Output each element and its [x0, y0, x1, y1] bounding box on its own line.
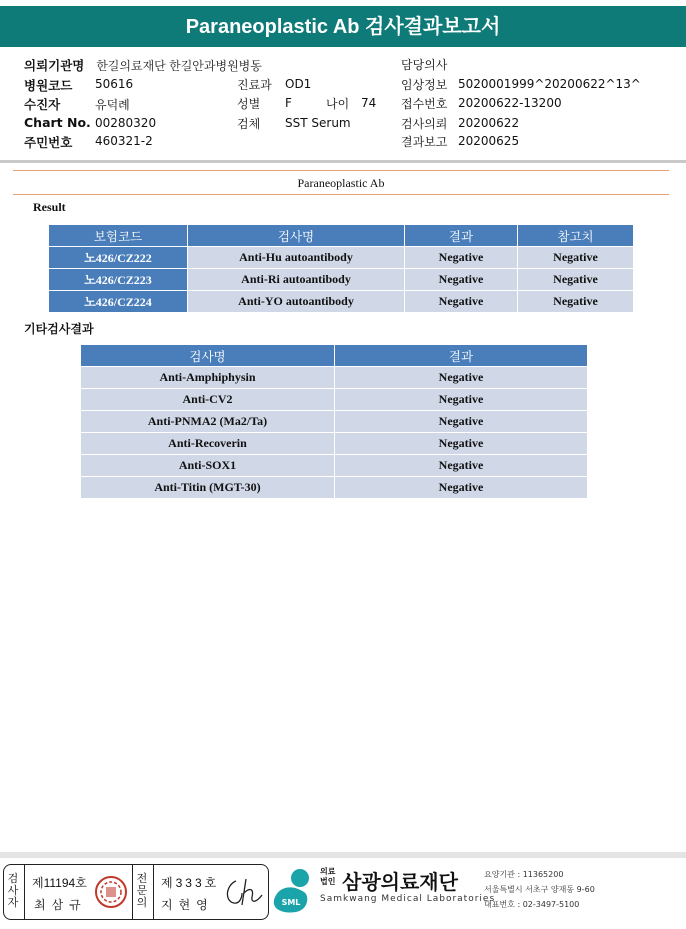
result-label: Result: [33, 200, 66, 214]
id-value: 460321-2: [95, 134, 153, 148]
signature-box: [3, 864, 269, 920]
section-top-rule: [13, 170, 669, 171]
test-name: Anti-Recoverin: [81, 433, 335, 455]
divider-line: [24, 865, 25, 919]
header-test-name: 검사명: [81, 345, 335, 367]
doctor-label: 담당의사: [401, 58, 448, 72]
other-table-header: [81, 345, 588, 367]
org-address: 서울특별시 서초구 양재동 9-60: [484, 885, 595, 894]
table-row: [49, 247, 634, 269]
test-result: Negative: [335, 411, 588, 433]
specimen-label: 검체: [237, 117, 261, 131]
other-results-table: [80, 344, 588, 499]
request-value: 20200622: [458, 116, 520, 130]
test-result: Negative: [335, 389, 588, 411]
org-name: 삼광의료재단: [342, 870, 458, 894]
info-id: [24, 133, 72, 151]
dept-label: 진료과: [237, 78, 272, 92]
info-chart: [24, 115, 91, 130]
table-row: [81, 455, 588, 477]
report-date-value: 20200625: [458, 134, 520, 148]
org-code: 요양기관 : 11365200: [484, 870, 564, 879]
table-row: [81, 433, 588, 455]
examiner-seal-icon: [94, 875, 128, 909]
test-result: Negative: [405, 269, 518, 291]
section-caption: Paraneoplastic Ab: [297, 176, 385, 190]
org-phone: 대표번호 : 02-3497-5100: [484, 900, 580, 909]
hospital-value: 한길의료재단 한길안과병원병동: [96, 59, 262, 73]
header-result: 결과: [335, 345, 588, 367]
report-title: Paraneoplastic Ab 검사결과보고서: [0, 6, 686, 47]
other-results-label: 기타검사결과: [24, 322, 94, 336]
table-row: [49, 291, 634, 313]
org-prefix: 의료법인: [320, 867, 336, 886]
divider-line: [153, 865, 154, 919]
test-name: Anti-CV2: [81, 389, 335, 411]
test-result: Negative: [335, 455, 588, 477]
table-row: [81, 477, 588, 499]
examiner-label: 검사자: [7, 872, 19, 909]
age-value: 74: [361, 96, 377, 110]
result-table-header: [49, 225, 634, 247]
specimen-value: SST Serum: [285, 116, 351, 130]
examiner-name: 최삼규: [34, 898, 87, 912]
chart-label: Chart No.: [24, 115, 91, 130]
test-name: Anti-SOX1: [81, 455, 335, 477]
info-collector: [24, 95, 60, 113]
examiner-license: 제11194호: [32, 876, 87, 890]
sex-value: F: [285, 96, 292, 110]
divider-line: [132, 865, 133, 919]
id-label: 주민번호: [24, 135, 73, 150]
dept-value: OD1: [285, 77, 312, 91]
header-reference: 참고치: [518, 225, 634, 247]
reference-value: Negative: [518, 247, 634, 269]
insurance-code: 노426/CZ224: [49, 291, 188, 313]
specialist-label: 전문의: [136, 872, 148, 909]
request-label: 검사의뢰: [401, 117, 448, 131]
hospital-label: 의뢰기관명: [24, 58, 85, 73]
chart-value: 00280320: [95, 116, 157, 130]
test-result: Negative: [335, 433, 588, 455]
info-hospital: [24, 56, 262, 74]
receipt-value: 20200622-13200: [458, 96, 562, 110]
code-value: 50616: [95, 77, 134, 91]
header-result: 결과: [405, 225, 518, 247]
sex-label: 성별: [237, 97, 261, 111]
header-divider: [0, 160, 686, 163]
clinical-label: 임상정보: [401, 78, 448, 92]
table-row: [81, 389, 588, 411]
section-bottom-rule: [13, 194, 669, 195]
receipt-label: 접수번호: [401, 97, 448, 111]
table-row: [81, 411, 588, 433]
collector-label: 수진자: [24, 97, 61, 112]
header-insurance-code: 보험코드: [49, 225, 188, 247]
org-english: Samkwang Medical Laboratories: [320, 894, 496, 904]
result-table: [48, 224, 634, 313]
reference-value: Negative: [518, 291, 634, 313]
footer-divider: [0, 852, 686, 858]
test-name: Anti-YO autoantibody: [188, 291, 405, 313]
table-row: [49, 269, 634, 291]
report-date-label: 결과보고: [401, 135, 448, 149]
test-name: Anti-Amphiphysin: [81, 367, 335, 389]
test-name: Anti-PNMA2 (Ma2/Ta): [81, 411, 335, 433]
test-result: Negative: [405, 291, 518, 313]
clinical-value: 5020001999^20200622^13^: [458, 77, 641, 91]
header-test-name: 검사명: [188, 225, 405, 247]
logo-mark: SML: [281, 898, 301, 907]
test-name: Anti-Titin (MGT-30): [81, 477, 335, 499]
reference-value: Negative: [518, 269, 634, 291]
test-name: Anti-Hu autoantibody: [188, 247, 405, 269]
table-row: [81, 367, 588, 389]
insurance-code: 노426/CZ222: [49, 247, 188, 269]
test-result: Negative: [405, 247, 518, 269]
specialist-name: 지현영: [161, 898, 214, 912]
test-result: Negative: [335, 367, 588, 389]
insurance-code: 노426/CZ223: [49, 269, 188, 291]
specialist-signature-icon: [222, 875, 266, 911]
sml-logo-icon: [270, 866, 316, 914]
specialist-license: 제333호: [161, 876, 220, 890]
test-name: Anti-Ri autoantibody: [188, 269, 405, 291]
test-result: Negative: [335, 477, 588, 499]
code-label: 병원코드: [24, 78, 73, 93]
age-label: 나이: [326, 97, 350, 111]
info-code: [24, 76, 72, 94]
collector-value: 유덕례: [95, 98, 130, 112]
